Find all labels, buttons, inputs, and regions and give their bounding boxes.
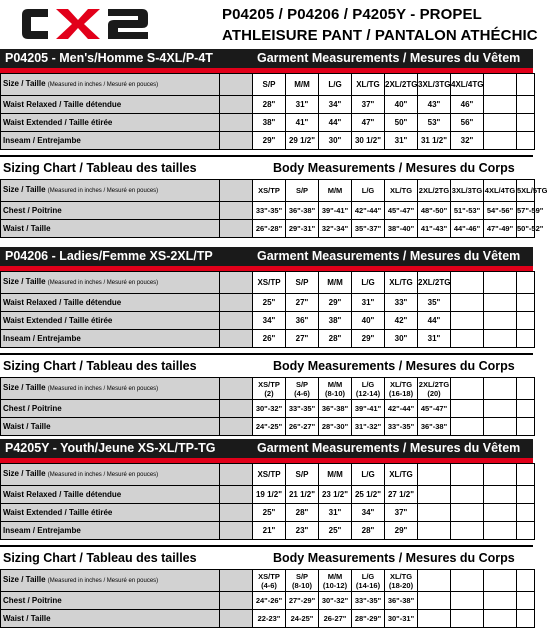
size-header: M/M (10-12) [319, 570, 352, 592]
sizing-chart-title-bar [0, 545, 533, 569]
spacer-cell [220, 504, 253, 522]
measurement-cell: 31" [319, 504, 352, 522]
product-title: P04206 - Ladies/Femme XS-2XL/TP [5, 249, 213, 263]
measurement-cell: 26-27" [319, 610, 352, 628]
body-measurements-table [0, 569, 535, 628]
measurement-cell: 30" [319, 132, 352, 150]
product-title: P04205 - Men's/Homme S-4XL/P-4T [5, 51, 213, 65]
measurement-cell: 35" [418, 294, 451, 312]
document-title-line-2: ATHLEISURE PANT / PANTALON ATHÉCHIC [222, 27, 538, 44]
measurement-cell: 40" [385, 96, 418, 114]
size-header [418, 464, 451, 486]
measurement-cell: 31" [385, 132, 418, 150]
measurement-cell: 36"-38" [385, 592, 418, 610]
brand-logo [18, 3, 174, 45]
measurement-cell [451, 312, 484, 330]
measurement-cell: 47"-49" [484, 220, 517, 238]
size-header-row [1, 272, 535, 294]
table-row [1, 610, 535, 628]
measurement-cell [451, 486, 484, 504]
measurement-cell: 31 1/2" [418, 132, 451, 150]
table-row [1, 522, 535, 540]
size-header [451, 464, 484, 486]
measurement-cell [517, 96, 535, 114]
measurement-cell: 48"-50" [418, 202, 451, 220]
measurement-cell: 21 1/2" [286, 486, 319, 504]
measurement-cell: 23" [286, 522, 319, 540]
measurement-note: (Measured in inches / Mesuré en pouces) [47, 188, 159, 194]
measurement-cell: 28" [286, 504, 319, 522]
body-measurements-title: Body Measurements / Mesures du Corps [273, 161, 515, 175]
measurement-cell: 30 1/2" [352, 132, 385, 150]
size-label-cell [1, 570, 220, 592]
size-header: L/G (12-14) [352, 378, 385, 400]
row-label: Waist Extended / Taille étirée [1, 114, 220, 132]
size-header: XL/TG [385, 464, 418, 486]
product-title: P4205Y - Youth/Jeune XS-XL/TP-TG [5, 441, 216, 455]
size-header: XL/TG (16-18) [385, 378, 418, 400]
size-header-row [1, 378, 535, 400]
table-row [1, 504, 535, 522]
size-label: Size / Taille [3, 383, 46, 392]
measurement-cell [484, 522, 517, 540]
measurement-note: (Measured in inches / Mesuré en pouces) [47, 578, 159, 584]
size-header: M/M (8-10) [319, 378, 352, 400]
size-header-row [1, 180, 535, 202]
measurement-cell: 40" [352, 312, 385, 330]
spacer-cell [220, 592, 253, 610]
measurement-cell: 36"-38" [319, 400, 352, 418]
size-label: Size / Taille [3, 575, 46, 584]
size-header: L/G (14-16) [352, 570, 385, 592]
table-row [1, 202, 535, 220]
size-header: S/P [286, 464, 319, 486]
sizing-chart-title: Sizing Chart / Tableau des tailles [3, 551, 197, 565]
size-header [517, 464, 535, 486]
size-charts [0, 49, 547, 641]
size-header [517, 378, 535, 400]
measurement-cell: 28" [319, 330, 352, 348]
row-label: Waist / Taille [1, 418, 220, 436]
measurement-cell: 53" [418, 114, 451, 132]
size-header: 3XL/3TG [451, 180, 484, 202]
row-label: Chest / Poitrine [1, 400, 220, 418]
measurement-cell [517, 312, 535, 330]
measurement-cell: 42" [385, 312, 418, 330]
size-header [451, 378, 484, 400]
measurement-cell: 36"-38" [286, 202, 319, 220]
size-header: XL/TG (18-20) [385, 570, 418, 592]
spacer-cell [220, 96, 253, 114]
row-label: Waist Relaxed / Taille détendue [1, 96, 220, 114]
garment-measurements-table [0, 463, 535, 540]
size-header [418, 570, 451, 592]
measurement-note: (Measured in inches / Mesuré en pouces) [47, 280, 159, 286]
measurement-cell: 25" [253, 504, 286, 522]
size-header: M/M [286, 74, 319, 96]
measurement-cell [418, 504, 451, 522]
size-label-cell [1, 180, 220, 202]
row-label: Waist / Taille [1, 610, 220, 628]
measurement-cell: 42"-44" [352, 202, 385, 220]
sizing-chart-title: Sizing Chart / Tableau des tailles [3, 359, 197, 373]
measurement-cell: 38" [319, 312, 352, 330]
measurement-cell [517, 114, 535, 132]
body-measurements-title: Body Measurements / Mesures du Corps [273, 359, 515, 373]
measurement-cell: 29" [253, 132, 286, 150]
measurement-cell [418, 486, 451, 504]
size-header-row [1, 464, 535, 486]
spacer-cell [220, 114, 253, 132]
measurement-cell: 39"-41" [352, 400, 385, 418]
measurement-cell: 25" [253, 294, 286, 312]
spacer-cell [220, 180, 253, 202]
measurement-cell [517, 330, 535, 348]
measurement-cell [418, 522, 451, 540]
body-measurements-table [0, 377, 535, 436]
measurement-cell: 34" [352, 504, 385, 522]
size-label: Size / Taille [3, 469, 46, 478]
spacer-cell [220, 378, 253, 400]
body-measurements-table [0, 179, 547, 238]
measurement-cell [451, 418, 484, 436]
row-label: Waist Relaxed / Taille détendue [1, 294, 220, 312]
measurement-cell [451, 330, 484, 348]
row-label: Chest / Poitrine [1, 202, 220, 220]
measurement-cell: 30"-32" [253, 400, 286, 418]
measurement-cell: 32" [451, 132, 484, 150]
size-label: Size / Taille [3, 79, 46, 88]
size-header: XS/TP (2) [253, 378, 286, 400]
size-label: Size / Taille [3, 277, 46, 286]
table-row [1, 132, 535, 150]
measurement-cell: 50"-52" [517, 220, 535, 238]
size-header: M/M [319, 272, 352, 294]
measurement-cell: 26" [253, 330, 286, 348]
size-header [517, 272, 535, 294]
measurement-cell: 27" [286, 330, 319, 348]
size-header: S/P (4-6) [286, 378, 319, 400]
measurement-cell: 26"-27" [286, 418, 319, 436]
measurement-cell [484, 610, 517, 628]
measurement-cell: 24"-25" [253, 418, 286, 436]
row-label: Chest / Poitrine [1, 592, 220, 610]
measurement-cell: 28"-30" [319, 418, 352, 436]
measurement-cell: 33" [385, 294, 418, 312]
measurement-cell [484, 312, 517, 330]
garment-title-bar [0, 49, 533, 68]
size-section-p4205y [0, 439, 533, 628]
measurement-cell [451, 592, 484, 610]
measurement-cell: 26"-28" [253, 220, 286, 238]
measurement-cell: 38"-40" [385, 220, 418, 238]
table-row [1, 294, 535, 312]
measurement-cell: 45"-47" [418, 400, 451, 418]
measurement-cell: 30" [385, 330, 418, 348]
body-measurements-title: Body Measurements / Mesures du Corps [273, 551, 515, 565]
measurement-cell [517, 504, 535, 522]
measurement-cell [451, 610, 484, 628]
row-label: Waist Relaxed / Taille détendue [1, 486, 220, 504]
spacer-cell [220, 74, 253, 96]
row-label: Waist Extended / Taille étirée [1, 312, 220, 330]
size-header [484, 464, 517, 486]
spacer-cell [220, 330, 253, 348]
measurement-cell: 33"-35" [352, 592, 385, 610]
table-row [1, 486, 535, 504]
measurement-cell: 42"-44" [385, 400, 418, 418]
document-title-line-1: P04205 / P04206 / P4205Y - PROPEL [222, 6, 482, 23]
measurement-cell [517, 400, 535, 418]
sizing-chart-title: Sizing Chart / Tableau des tailles [3, 161, 197, 175]
measurement-cell [484, 592, 517, 610]
garment-measurements-title: Garment Measurements / Mesures du Vêtem [257, 249, 521, 263]
size-header: XL/TG [385, 272, 418, 294]
sizing-chart-title-bar [0, 155, 533, 179]
table-row [1, 96, 535, 114]
size-header: L/G [319, 74, 352, 96]
measurement-note: (Measured in inches / Mesuré en pouces) [47, 82, 159, 88]
size-header: 2XL/2TG [418, 272, 451, 294]
measurement-cell: 29"-31" [286, 220, 319, 238]
measurement-cell: 54"-56" [484, 202, 517, 220]
size-header: 2XL/2TG [418, 180, 451, 202]
spacer-cell [220, 220, 253, 238]
measurement-cell: 31" [286, 96, 319, 114]
size-header: XL/TG [385, 180, 418, 202]
spacer-cell [220, 132, 253, 150]
size-header: 4XL/4TG [484, 180, 517, 202]
measurement-cell: 19 1/2" [253, 486, 286, 504]
measurement-cell: 33"-35" [253, 202, 286, 220]
measurement-cell: 28" [352, 522, 385, 540]
size-label-cell [1, 74, 220, 96]
measurement-cell: 37" [385, 504, 418, 522]
measurement-cell [517, 418, 535, 436]
measurement-cell: 31" [352, 294, 385, 312]
spacer-cell [220, 610, 253, 628]
measurement-cell: 56" [451, 114, 484, 132]
measurement-cell [517, 522, 535, 540]
table-row [1, 418, 535, 436]
size-header: XS/TP [253, 464, 286, 486]
size-header: 5XL/5TG [517, 180, 535, 202]
size-header: XL/TG [352, 74, 385, 96]
measurement-cell: 23 1/2" [319, 486, 352, 504]
measurement-cell: 50" [385, 114, 418, 132]
size-header: 2XL/2TG [385, 74, 418, 96]
size-header-row [1, 74, 535, 96]
garment-title-bar [0, 439, 533, 458]
measurement-cell: 30"-32" [319, 592, 352, 610]
size-header [517, 570, 535, 592]
size-header: 3XL/3TG [418, 74, 451, 96]
size-header: L/G [352, 180, 385, 202]
row-label: Inseam / Entrejambe [1, 330, 220, 348]
size-label-cell [1, 378, 220, 400]
measurement-cell [451, 294, 484, 312]
measurement-cell: 28" [253, 96, 286, 114]
table-row [1, 592, 535, 610]
measurement-cell [451, 522, 484, 540]
spacer-cell [220, 464, 253, 486]
size-header [451, 570, 484, 592]
size-header: L/G [352, 464, 385, 486]
size-header [451, 272, 484, 294]
measurement-cell [517, 610, 535, 628]
size-header: S/P [286, 180, 319, 202]
measurement-cell: 34" [319, 96, 352, 114]
size-header: M/M [319, 464, 352, 486]
table-row [1, 330, 535, 348]
measurement-cell: 43" [418, 96, 451, 114]
spacer-cell [220, 522, 253, 540]
measurement-cell: 25 1/2" [352, 486, 385, 504]
measurement-cell: 47" [352, 114, 385, 132]
measurement-cell: 33"-35" [286, 400, 319, 418]
measurement-cell: 44"-46" [451, 220, 484, 238]
measurement-cell: 41"-43" [418, 220, 451, 238]
measurement-cell [484, 330, 517, 348]
table-row [1, 400, 535, 418]
measurement-cell: 34" [253, 312, 286, 330]
spacer-cell [220, 294, 253, 312]
measurement-cell: 51"-53" [451, 202, 484, 220]
measurement-cell: 21" [253, 522, 286, 540]
measurement-cell: 44" [418, 312, 451, 330]
size-header: 4XL/4TG [451, 74, 484, 96]
size-header: S/P [253, 74, 286, 96]
measurement-note: (Measured in inches / Mesuré en pouces) [47, 386, 159, 392]
measurement-cell [484, 114, 517, 132]
measurement-cell: 27"-29" [286, 592, 319, 610]
garment-measurements-table [0, 73, 535, 150]
measurement-cell [484, 294, 517, 312]
spacer-cell [220, 418, 253, 436]
measurement-cell: 24-25" [286, 610, 319, 628]
table-row [1, 114, 535, 132]
table-row [1, 220, 535, 238]
size-header: S/P (8-10) [286, 570, 319, 592]
measurement-cell: 29 1/2" [286, 132, 319, 150]
sizing-chart-title-bar [0, 353, 533, 377]
measurement-cell [451, 504, 484, 522]
measurement-cell: 37" [352, 96, 385, 114]
spacer-cell [220, 400, 253, 418]
spacer-cell [220, 272, 253, 294]
table-row [1, 312, 535, 330]
garment-measurements-title: Garment Measurements / Mesures du Vêtem [257, 51, 521, 65]
measurement-cell [484, 96, 517, 114]
measurement-cell: 30"-31" [385, 610, 418, 628]
measurement-cell: 29" [352, 330, 385, 348]
measurement-cell [484, 504, 517, 522]
measurement-cell: 44" [319, 114, 352, 132]
size-header: M/M [319, 180, 352, 202]
size-header: XS/TP [253, 180, 286, 202]
row-label: Inseam / Entrejambe [1, 522, 220, 540]
measurement-cell: 24"-26" [253, 592, 286, 610]
measurement-cell: 25" [319, 522, 352, 540]
measurement-cell: 57"-59" [517, 202, 535, 220]
size-label: Size / Taille [3, 185, 46, 194]
measurement-cell [484, 486, 517, 504]
size-header: XS/TP (4-6) [253, 570, 286, 592]
measurement-cell: 22-23" [253, 610, 286, 628]
measurement-cell: 36" [286, 312, 319, 330]
measurement-cell [517, 592, 535, 610]
measurement-cell: 28"-29" [352, 610, 385, 628]
measurement-cell: 31" [418, 330, 451, 348]
spacer-cell [220, 486, 253, 504]
size-header-row [1, 570, 535, 592]
measurement-cell [517, 486, 535, 504]
spacer-cell [220, 312, 253, 330]
size-header: XS/TP [253, 272, 286, 294]
size-header [484, 272, 517, 294]
measurement-cell [517, 132, 535, 150]
measurement-cell: 29" [385, 522, 418, 540]
size-header: 2XL/2TG (20) [418, 379, 450, 398]
measurement-cell: 27" [286, 294, 319, 312]
size-label-cell [1, 464, 220, 486]
measurement-cell [418, 592, 451, 610]
size-label-cell [1, 272, 220, 294]
size-section-p04205 [0, 49, 547, 238]
measurement-cell: 32"-34" [319, 220, 352, 238]
size-header [484, 378, 517, 400]
measurement-cell: 31"-32" [352, 418, 385, 436]
measurement-cell: 38" [253, 114, 286, 132]
row-label: Waist Extended / Taille étirée [1, 504, 220, 522]
measurement-cell: 46" [451, 96, 484, 114]
measurement-note: (Measured in inches / Mesuré en pouces) [47, 472, 159, 478]
garment-title-bar [0, 247, 533, 266]
garment-measurements-table [0, 271, 535, 348]
measurement-cell: 45"-47" [385, 202, 418, 220]
measurement-cell: 35"-37" [352, 220, 385, 238]
size-header [484, 570, 517, 592]
measurement-cell [418, 610, 451, 628]
measurement-cell: 36"-38" [418, 418, 451, 436]
measurement-cell [484, 132, 517, 150]
measurement-cell: 27 1/2" [385, 486, 418, 504]
measurement-cell: 33"-35" [385, 418, 418, 436]
measurement-cell: 41" [286, 114, 319, 132]
garment-measurements-title: Garment Measurements / Mesures du Vêtem [257, 441, 521, 455]
measurement-cell: 39"-41" [319, 202, 352, 220]
size-section-p04206 [0, 247, 533, 436]
spacer-cell [220, 202, 253, 220]
measurement-cell [451, 400, 484, 418]
row-label: Inseam / Entrejambe [1, 132, 220, 150]
spacer-cell [220, 570, 253, 592]
size-header [484, 74, 517, 96]
size-header [517, 74, 535, 96]
size-header: S/P [286, 272, 319, 294]
page-header [0, 0, 538, 49]
measurement-cell: 29" [319, 294, 352, 312]
measurement-cell [517, 294, 535, 312]
size-header: L/G [352, 272, 385, 294]
measurement-cell [484, 400, 517, 418]
measurement-cell [484, 418, 517, 436]
row-label: Waist / Taille [1, 220, 220, 238]
